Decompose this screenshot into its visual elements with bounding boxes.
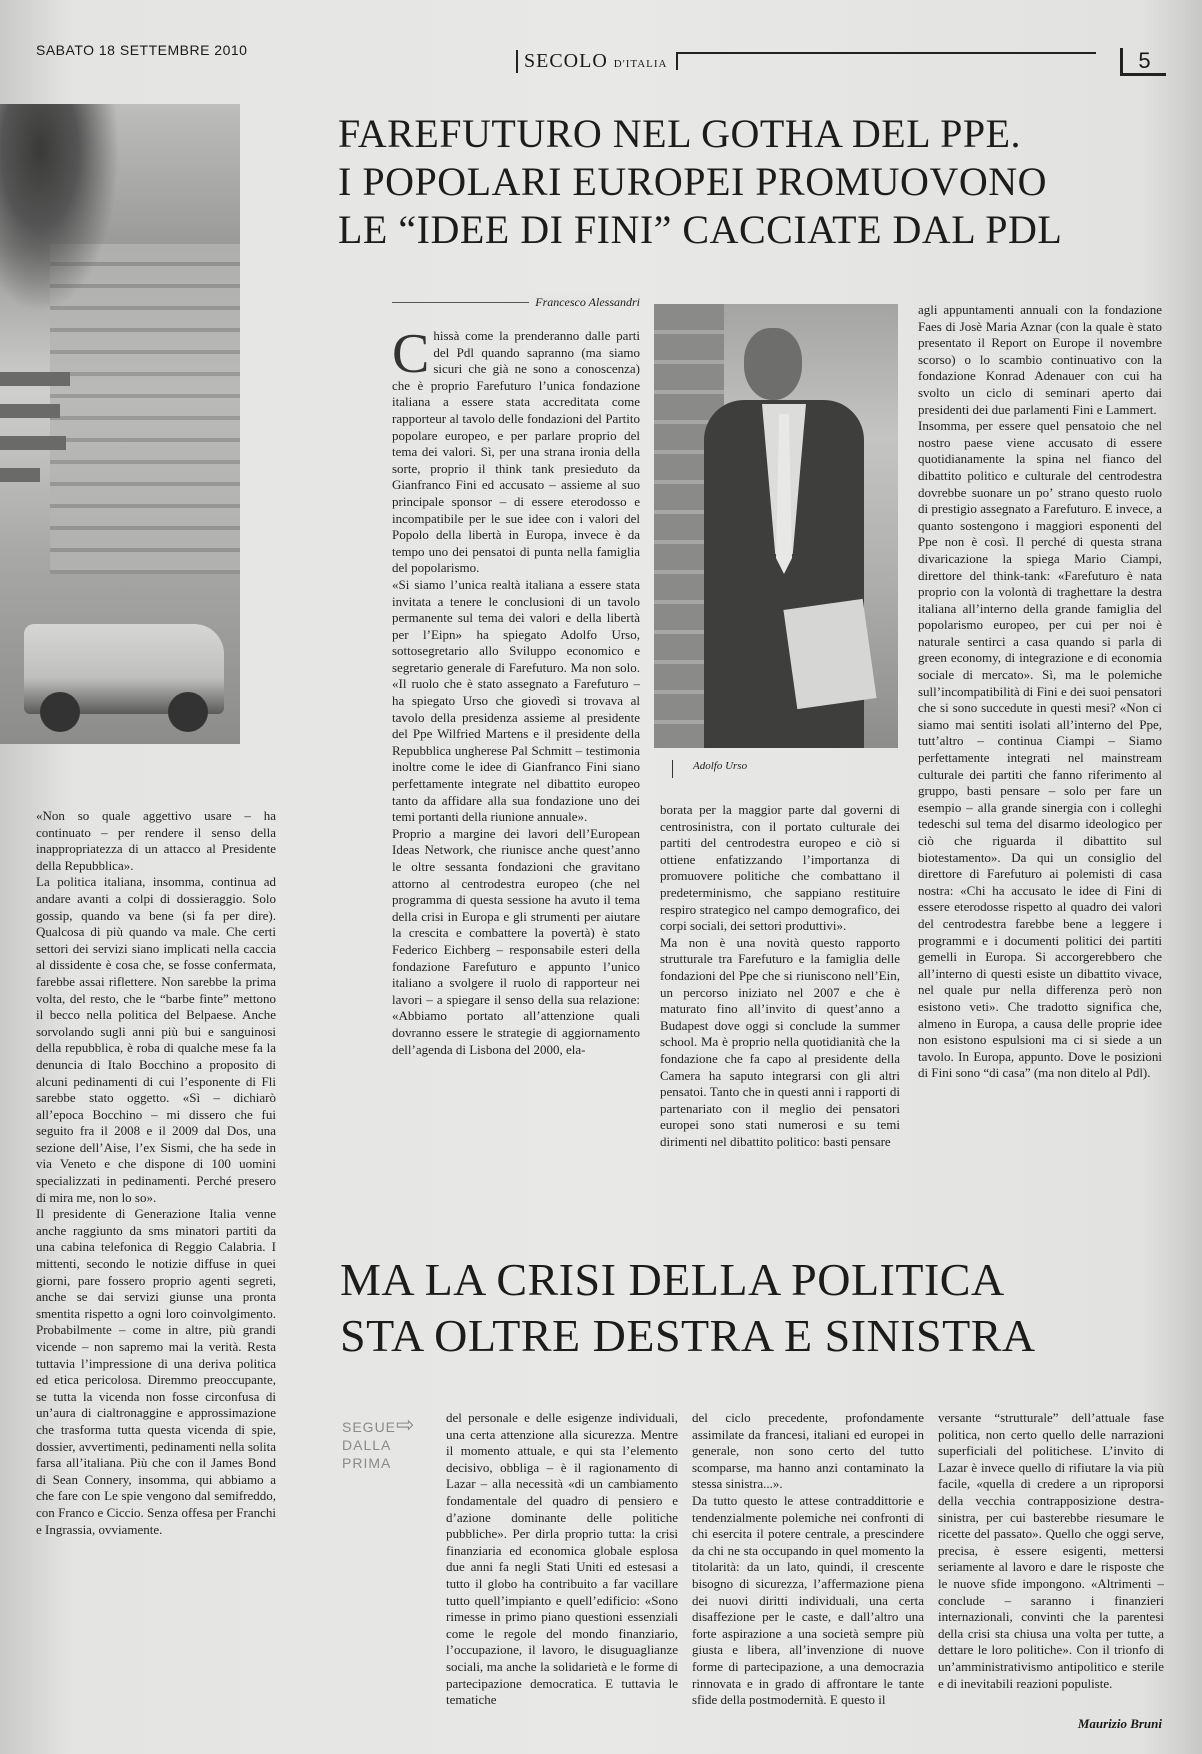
article2-column-3 <box>938 1410 1164 1712</box>
road-sign-shape <box>0 468 40 482</box>
portrait-photo <box>654 304 898 748</box>
masthead <box>36 40 1166 80</box>
article2-column-2 <box>692 1410 924 1732</box>
issue-date: SABATO 18 SETTEMBRE 2010 <box>36 42 248 58</box>
drop-cap: C <box>392 328 430 385</box>
byline <box>392 295 640 318</box>
author-signature: Maurizio Bruni <box>1077 1716 1162 1731</box>
article-column-2 <box>660 802 900 1196</box>
newspaper-name: SECOLO <box>524 50 608 72</box>
author-name: Francesco Alessandri <box>529 295 640 309</box>
paragraph: Insomma, per essere quel pensatoio che nel nostro paese viene accusato di essere quotidianamente la spina nel fianco del dibattito politico e culturale del centrodestra dovrebbe suonare un po’ strano questo ruolo di prestigio assegnato a Farefuturo. E invece, a quanto sostengono i maggiori esponenti del Ppe non è così. Il perché di questa strana divaricazione la spiega Mario Ciampi, direttore del think-tank: «Farefuturo è nata proprio con la volontà di traghettare la destra italiana all’interno della grande famiglia del popolarismo europeo, per cui per noi è naturale sentirci a casa quando si parla di green economy, di integrazione e di economia sociale di mercato». Sì, ma le polemiche sull’incompatibilità di Fini e dei suoi pensatori che si sono succedute in questi mesi? «Non ci siamo mai sentiti isolati all’interno del Ppe, tutt’altro – continua Ciampi – Siamo perfettamente integrati nel mainstream culturale dei partiti che fanno riferimento al gruppo, basti pensare – solo per fare un esempio – alla grande sinergia con i colleghi tedeschi sul tema del disarmo ideologico per ciò che riguarda il dibattito sul biotestamento». Da qui un consiglio del direttore di Farefuturo ai polemisti di casa nostra: «Chi ha accusato le idee di Fini di essere eterodosse rispetto al quadro dei valori del centrodestra farebbe bene a leggere i programmi e i documenti politici dei partiti gemelli in Europa. Si accorgerebbero che all’interno di questi esiste un dibattito vivace, nel quale pur nella differenza però non esistono veti». Che tradotto significa che, almeno in Europa, a causa delle proprie idee non esistono espulsioni ma ci si siede a un tavolo. In Europa, appunto. Dove le posizioni di Fini sono “di casa” (ma non ditelo al Pdl). <box>918 418 1162 1081</box>
newspaper-shape <box>783 599 876 709</box>
road-sign-shape <box>0 436 66 450</box>
article-column-1 <box>392 328 640 1196</box>
paragraph: borata per la maggior parte dal governi di centrosinistra, con il portato culturale dei partiti del centrodestra europeo e ciò si ottiene enfatizzando l’importanza di promuovere politiche che combattano il predeterminismo, che sappiano restituire respiro strategico nel campo demografico, dei corpi sociali, dei settori produttivi». <box>660 802 900 934</box>
road-sign-shape <box>0 404 60 418</box>
headline-line: STA OLTRE DESTRA E SINISTRA <box>340 1310 1036 1361</box>
arrow-right-icon: ⇨ <box>396 1412 415 1437</box>
paragraph: del ciclo precedente, profondamente assimilate da francesi, italiani ed europei in generale, non sono certo del tutto scomparse, ma hanno anzi contaminato la stessa sinistra...». <box>692 1410 924 1492</box>
page-number: 5 <box>1120 48 1166 76</box>
headline-main <box>338 110 1168 254</box>
headline-line: LE “IDEE DI FINI” CACCIATE DAL PDL <box>338 207 1063 252</box>
continued-from-front-label <box>342 1418 432 1472</box>
paragraph <box>392 328 640 577</box>
newspaper-name-suffix: D'ITALIA <box>613 58 668 70</box>
photo-caption: Adolfo Urso <box>672 760 747 778</box>
headline-second <box>340 1252 1170 1364</box>
paragraph-text: hissà come la prenderanno dalle parti del Pdl quando sapranno (ma siamo sicuri che già ne sono a conoscenza) che è proprio Farefuturo l’unica fondazione italiana a essere stata accreditata come rapporteur al tavolo delle fondazioni del Partito popolare europeo, e per parlare proprio del tema dei valori. Sì, per una strana ironia della sorte, proprio il think tank presieduto da Gianfranco Fini ed accusato – assieme al suo principale sponsor – di essere eterodosso e incompatibile per le sue idee con i valori del Popolo della libertà in Europa, invece è da tempo uno dei pensatoi di punta nella famiglia del popolarismo. <box>392 328 640 576</box>
head-shape <box>744 328 802 400</box>
paragraph: Proprio a margine dei lavori dell’European Ideas Network, che riunisce anche quest’anno le oltre sessanta fondazioni che gravitano attorno al centrodestra europeo (che nel programma di questa sessione ha avuto il tema della crisi in Europa e gli strumenti per aiutare la crescita e combattere la povertà) è stato Federico Eichberg – responsabile esteri della fondazione Farefuturo e appunto l’unico italiano a svolgere il ruolo di rapporteur nei lavori – a spiegare il senso della sua relazione: «Abbiamo portato all’attenzione quali dovranno essere le strategie di aggiornamento dell’agenda di Lisbona del 2000, ela- <box>392 825 640 1057</box>
paragraph: agli appuntamenti annuali con la fondazione Faes di Josè Maria Aznar (con la quale è stato presentato il Report on Europe il novembre scorso) o lo scambio continuativo con la fondazione Konrad Adenauer con cui ha svolto un ciclo di seminari aperto dai presidenti dei due parlamenti Fini e Lammert. <box>918 302 1162 417</box>
newspaper-title <box>516 50 668 73</box>
segue-line: PRIMA <box>342 1455 392 1471</box>
paragraph: Ma non è una novità questo rapporto strutturale tra Farefuturo e la famiglia delle fondazioni del Ppe che si riuniscono nell’Ein, un percorso iniziato nel 2007 e che è maturato fino all’invito di quest’anno a Budapest dove oggi si conclude la summer school. Ma è proprio nella quotidianità che la fondazione che fa capo al presidente della Camera ha saputo integrarsi con gli altri pensatoi. Tanto che in questi anni i rapporti di partenariato con il meglio dei pensatori europei sono stati numerosi e su temi dirimenti nel dibattito politico: basti pensare <box>660 934 900 1149</box>
segue-line: DALLA <box>342 1437 392 1453</box>
road-sign-shape <box>0 372 70 386</box>
masthead-rule <box>676 52 1096 70</box>
car-wheel-shape <box>168 692 208 732</box>
paragraph: del personale e delle esigenze individuali, una certa attenzione alla sicurezza. Mentre il momento attuale, e qui sta l’elemento decisivo, obbliga – è il ragionamento di Lazar – alla necessità «di un cambiamento fondamentale del quadro di pensiero e d’azione dominante delle politiche pubbliche». Per dirla proprio tutta: la crisi finanziaria ed economica globale esplosa due anni fa negli Stati Uniti ed estesasi a tutto il globo ha contribuito a far vacillare tutto quell’impianto e quell’edificio: «Sono rimesse in primo piano questioni essenziali come le regole del mondo finanziario, l’occupazione, il lavoro, le disuguaglianze sociali, ma anche la solidarietà e le forme di partecipazione democratica. E tuttavia le tematiche <box>446 1410 678 1708</box>
car-wheel-shape <box>40 692 80 732</box>
paragraph: Il presidente di Generazione Italia venne anche raggiunto da sms minatori partiti da una cabina telefonica di Reggio Calabria. I mittenti, secondo le notizie diffuse in quei giorni, pare fossero proprio agenti segreti, anche se dai servizi giunse una pronta smentita rispetto a ogni loro coinvolgimento. Probabilmente – come in altre, più grandi vicende – non sapremo mai la verità. Resta tuttavia l’impressione di una deriva politica ed etica pericolosa. Diremmo preoccupante, se tutta la vicenda non fosse circonfusa di un’aura di cialtronaggine e approssimazione che trasforma tutta questa vicenda di spie, dossier, avvertimenti, pedinamenti nella solita farsa all’italiana. Più che con il James Bond di Sean Connery, insomma, qui abbiamo a che fare con Le spie vengono dal semifreddo, con Franco e Ciccio. Senza offesa per Franchi e Ingrassia, ovviamente. <box>36 1206 276 1537</box>
paragraph: La politica italiana, insomma, continua ad andare avanti a colpi di dossieraggio. Solo gossip, quando va bene (si fa per dire). Qualcosa di più quando va male. Che certi settori dei servizi siano implicati nella caccia al dissidente è cosa che, se fosse confermata, farebbe assai riflettere. Non sarebbe la prima volta, del resto, che le “barbe finte” mettono il becco nella politica del Belpaese. Anche sorvolando sugli anni più bui e sanguinosi della repubblica, è roba di qualche mese fa la denuncia di Italo Bocchino a proposito di alcuni pedinamenti di cui l’esponente di Fli sarebbe stato oggetto. «Sì – dichiarò all’epoca Bocchino – mi dissero che fui seguito fra il 2008 e il 2009 dal Dos, una sezione dell’Aise, l’ex Sismi, che ha sede in via Veneto e che dispone di 100 uomini specializzati in pedinamenti. Perché presero di mira me, non lo so». <box>36 874 276 1205</box>
street-photo <box>0 104 240 744</box>
segue-line: SEGUE <box>342 1419 397 1435</box>
paragraph: versante “strutturale” dell’attuale fase politica, non certo quello delle narrazioni superficiali del politichese. L’invito di Lazar è invece quello di rifiutare la via più facile, «quella di credere a un riproporsi della vecchia contrapposizione destra-sinistra, per cui basterebbe riesumare le ricette del passato». Quello che oggi serve, precisa, è essere esigenti, mettersi seriamente al lavoro e dare le risposte che le nuove sfide impongono. «Altrimenti – conclude – saranno i finanzieri internazionali, convinti che la parentesi della crisi sta chiusa una volta per tutte, a dettare le loro politiche». Con il trionfo di un’amministrativismo antipolitico e sterile e di inevitabili reazioni populiste. <box>938 1410 1164 1691</box>
left-article-column <box>36 808 276 1730</box>
paragraph: Da tutto questo le attese contraddittorie e tendenzialmente polemiche nei confronti di chi esercita il potere centrale, a prescindere da chi ne sta occupando in quel momento la titolarità: da un lato, quindi, il crescente bisogno di sicurezza, l’affermazione piena dei nuovi diritti individuali, una certa disaffezione per le caste, e dall’altro una forte aspirazione a una società sempre più giusta e libera, all’invenzione di nuove forme di partecipazione, a una democrazia rinnovata e in grado di affrontare le tante sfide della postmodernità. E questo il <box>692 1492 924 1708</box>
article2-column-1 <box>446 1410 678 1732</box>
palm-tree-shape <box>0 104 130 334</box>
headline-line: MA LA CRISI DELLA POLITICA <box>340 1254 1005 1305</box>
paragraph: «Si siamo l’unica realtà italiana a essere stata invitata a tenere le conclusioni di un tavolo permanente sul tema dei valori e della libertà per l’Eipn» ha spiegato Adolfo Urso, sottosegretario allo Sviluppo economico e segretario generale di Farefuturo. Ma non solo. «Il ruolo che è stato assegnato a Farefuturo – ha spiegato Urso che giovedì si trovava al tavolo della presidenza assieme al presidente del Ppe Wilfried Martens e il presidente della Repubblica ungherese Pal Schmitt – testimonia inoltre come le idee di Gianfranco Fini siano perfettamente integrate nel dibattito europeo tanto da affidare alla sua fondazione uno dei temi portanti della riunione annuale». <box>392 576 640 825</box>
article-column-3 <box>918 302 1162 1196</box>
paragraph: «Non so quale aggettivo usare – ha continuato – per rendere il senso della inappropriatezza di un attacco al Presidente della Repubblica». <box>36 808 276 873</box>
headline-line: I POPOLARI EUROPEI PROMUOVONO <box>338 159 1047 204</box>
headline-line: FAREFUTURO NEL GOTHA DEL PPE. <box>338 111 1022 156</box>
